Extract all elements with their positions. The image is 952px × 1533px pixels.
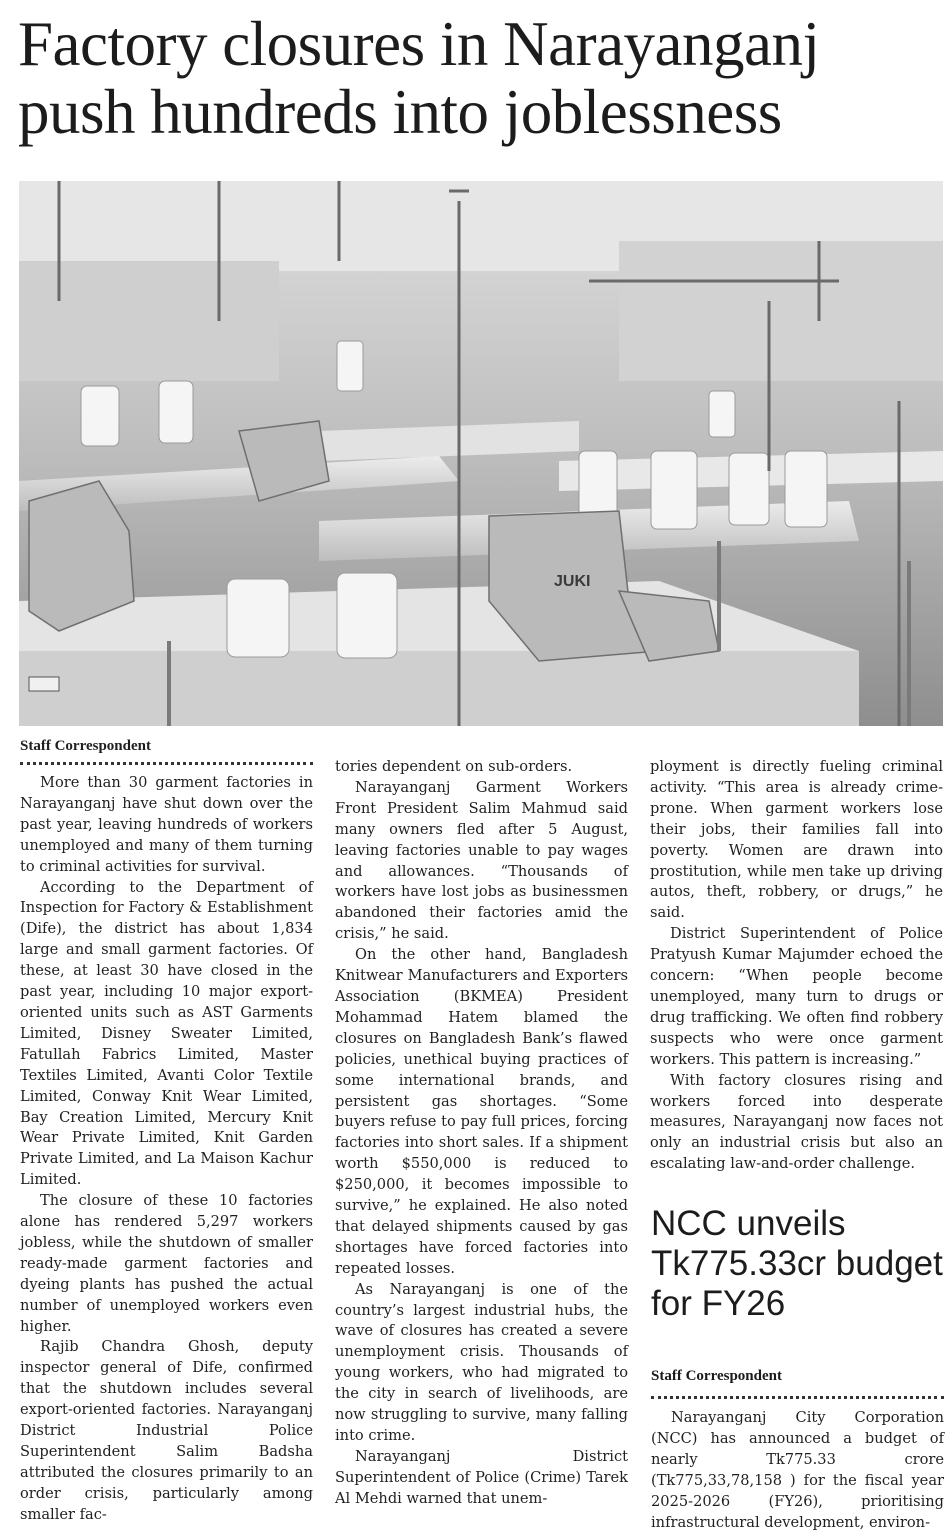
article-column-1 bbox=[20, 736, 313, 1526]
paragraph: Narayanganj City Corporation (NCC) has announced a budget of nearly Tk775.33 crore (Tk775,33,78,158 ) for the fiscal year 2025-2026 (FY26), prioritising infrastructural development, environ- bbox=[651, 1409, 944, 1531]
paragraph: As Narayanganj is one of the country’s largest industrial hubs, the wave of closures has created a severe unemployment crisis. Thousands of young workers, who had migrated to the city in search of livelihoods, are now struggling to survive, many falling into crime. bbox=[335, 1280, 628, 1444]
paragraph: More than 30 garment factories in Narayanganj have shut down over the past year, leaving hundreds of workers unemployed and many of them turning to criminal activities for survival. bbox=[20, 774, 313, 875]
byline: Staff Correspondent bbox=[20, 736, 313, 765]
second-article-body bbox=[651, 1408, 944, 1533]
paragraph-continuation: ployment is directly fueling criminal activity. “This area is already crime-prone. When garment workers lose their jobs, their families fall into poverty. Women are drawn into prostitution, while men take up driving autos, theft, robbery, or drugs,” he said. bbox=[650, 758, 943, 922]
paragraph: The closure of these 10 factories alone has rendered 5,297 workers jobless, while the shutdown of smaller ready-made garment factories and dyeing plants has pushed the actual number of unemployed workers even higher. bbox=[20, 1192, 313, 1335]
headline: Factory closures in Narayanganj push hundreds into joblessness bbox=[18, 9, 820, 147]
paragraph: Narayanganj District Superintendent of Police (Crime) Tarek Al Mehdi warned that unem- bbox=[335, 1447, 628, 1507]
paragraph: According to the Department of Inspection for Factory & Establishment (Dife), the district has about 1,834 large and small garment factories. Of these, at least 30 have closed in the past year, including 10 major export-oriented units such as AST Garments Limited, Disney Sweater Limited, Fatullah Fabrics Limited, Master Textiles Limited, Avanti Color Textile Limited, Conway Knit Wear Limited, Bay Creation Limited, Mercury Knit Wear Private Limited, Knit Garden Private Limited, and La Maison Kachur Limited. bbox=[20, 878, 313, 1189]
article-column-3 bbox=[650, 757, 943, 1175]
paragraph: Narayanganj Garment Workers Front President Salim Mahmud said many owners fled after 5 August, leaving factories unable to pay wages and allowances. “Thousands of workers have lost jobs as businessmen abandoned their factories amid the crisis,” he said. bbox=[335, 778, 628, 943]
paragraph: Rajib Chandra Ghosh, deputy inspector general of Dife, confirmed that the shutdown includes several export-oriented factories. Narayanganj District Industrial Police Superintendent Salim Badsha attributed the closures primarily to an order crisis, particularly among smaller fac- bbox=[20, 1338, 313, 1523]
article-column-2 bbox=[335, 757, 628, 1510]
paragraph: With factory closures rising and workers forced into desperate measures, Narayanganj now faces not only an industrial crisis but also an escalating law-and-order challenge. bbox=[650, 1071, 943, 1173]
second-headline: NCC unveils Tk775.33cr budget for FY26 bbox=[651, 1204, 943, 1323]
sewing-machines-image bbox=[19, 181, 943, 726]
paragraph: District Superintendent of Police Pratyush Kumar Majumder echoed the concern: “When people become unemployed, many turn to drugs or drug trafficking. We often find robbery suspects who were once garment workers. This pattern is increasing.” bbox=[650, 925, 943, 1068]
paragraph-continuation: tories dependent on sub-orders. bbox=[335, 758, 573, 775]
paragraph: On the other hand, Bangladesh Knitwear Manufacturers and Exporters Association (BKMEA) President Mohammad Hatem blamed the closures on Bangladesh Bank’s flawed policies, unethical buying practices of some international brands, and persistent gas shortages. “Some buyers refuse to pay full prices, forcing factories into short sales. If a shipment worth $550,000 is reduced to $250,000, it becomes impossible to survive,” he explained. He also noted that delayed shipments caused by gas shortages have forced factories into repeated losses. bbox=[335, 946, 628, 1277]
second-byline: Staff Correspondent bbox=[651, 1366, 944, 1399]
factory-photo bbox=[19, 181, 943, 726]
juki-label: JUKI bbox=[554, 573, 591, 590]
